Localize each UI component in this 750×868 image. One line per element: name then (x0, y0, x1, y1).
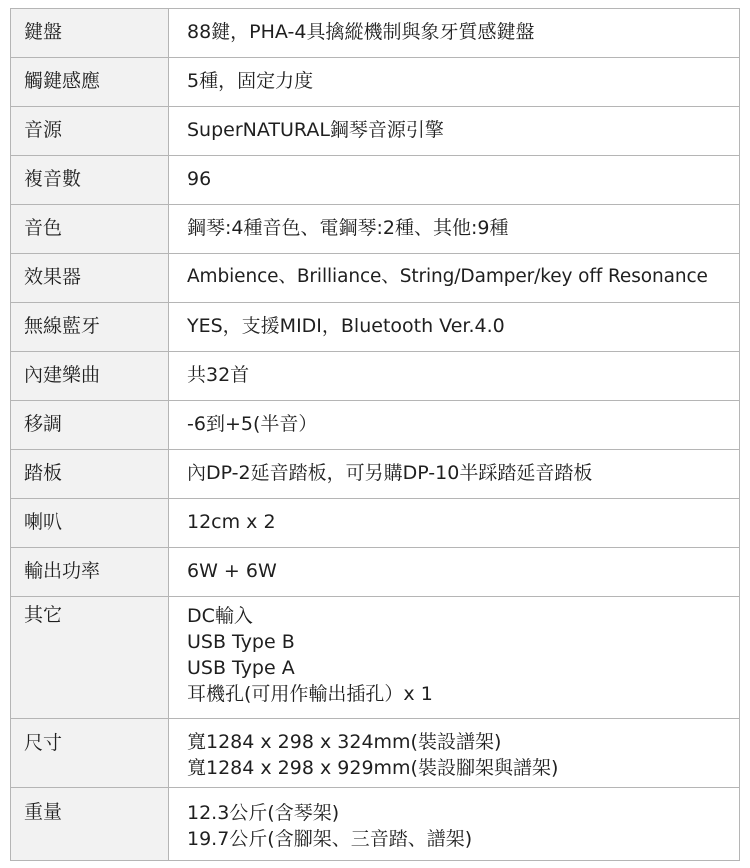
spec-value (169, 597, 740, 719)
spec-value-text: SuperNATURAL鋼琴音源引擎 (187, 119, 444, 141)
spec-key-label: 音源 (24, 119, 63, 141)
spec-key-label: 移調 (24, 413, 63, 435)
spec-value (169, 205, 740, 254)
spec-value (169, 548, 740, 597)
spec-value-text: 內DP-2延音踏板，可另購DP-10半踩踏延音踏板 (187, 462, 593, 484)
spec-value-line: USB Type A (187, 657, 295, 679)
spec-key-label: 重量 (24, 801, 63, 823)
spec-value-text: 88鍵，PHA-4具擒縱機制與象牙質感鍵盤 (187, 21, 535, 43)
spec-value (169, 58, 740, 107)
spec-row-transpose (11, 401, 740, 450)
spec-key-label: 鍵盤 (24, 21, 63, 43)
spec-value-text: Ambience、Brilliance、String/Damper/key off Resonance (187, 266, 708, 287)
spec-key-label: 喇叭 (24, 511, 63, 533)
spec-key (11, 107, 169, 156)
spec-value-line: 19.7公斤(含腳架、三音踏、譜架) (187, 828, 473, 850)
spec-value-text: YES，支援MIDI，Bluetooth Ver.4.0 (187, 315, 505, 337)
spec-row-other (11, 597, 740, 719)
spec-value-text: 鋼琴:4種音色、電鋼琴:2種、其他:9種 (187, 217, 509, 239)
spec-key-label: 無線藍牙 (24, 315, 101, 337)
spec-value (169, 156, 740, 205)
spec-row-polyphony (11, 156, 740, 205)
spec-value (169, 401, 740, 450)
spec-row-songs (11, 352, 740, 401)
spec-value-lines (187, 719, 739, 781)
spec-key (11, 58, 169, 107)
spec-value (169, 719, 740, 788)
spec-value-text: 6W + 6W (187, 560, 277, 582)
spec-key (11, 156, 169, 205)
spec-value-line: 耳機孔(可用作輸出插孔）x 1 (187, 683, 433, 705)
spec-row-weight (11, 788, 740, 861)
spec-key-label: 踏板 (24, 462, 63, 484)
spec-key (11, 352, 169, 401)
spec-value-text: 5種，固定力度 (187, 70, 314, 92)
spec-row-pedal (11, 450, 740, 499)
spec-key (11, 548, 169, 597)
spec-key (11, 450, 169, 499)
spec-value-lines (187, 788, 739, 852)
spec-key (11, 9, 169, 58)
spec-value-line: 寬1284 x 298 x 324mm(裝設譜架) (187, 731, 502, 753)
spec-value (169, 9, 740, 58)
spec-value-line: DC輸入 (187, 605, 253, 627)
spec-value-text: 96 (187, 168, 212, 190)
spec-row-dimensions (11, 719, 740, 788)
spec-row-output-power (11, 548, 740, 597)
spec-key-label: 內建樂曲 (24, 364, 101, 386)
spec-row-speakers (11, 499, 740, 548)
spec-value-line: 12.3公斤(含琴架) (187, 802, 340, 824)
spec-row-effects (11, 254, 740, 303)
spec-row-touch (11, 58, 740, 107)
spec-key (11, 205, 169, 254)
spec-key (11, 303, 169, 352)
spec-value-line: 寬1284 x 298 x 929mm(裝設腳架與譜架) (187, 757, 559, 779)
spec-value-lines (187, 597, 739, 707)
spec-value-text: -6到+5(半音） (187, 413, 318, 435)
spec-row-tones (11, 205, 740, 254)
spec-row-keyboard (11, 9, 740, 58)
spec-key-label: 輸出功率 (24, 560, 101, 582)
spec-value-text: 12cm x 2 (187, 511, 276, 533)
spec-key (11, 401, 169, 450)
spec-value-line: USB Type B (187, 631, 295, 653)
spec-row-sound-source (11, 107, 740, 156)
spec-value (169, 107, 740, 156)
spec-value (169, 450, 740, 499)
spec-key-label: 觸鍵感應 (24, 70, 101, 92)
spec-key-label: 複音數 (24, 168, 82, 190)
spec-key (11, 499, 169, 548)
spec-value (169, 499, 740, 548)
spec-key-label: 音色 (24, 217, 63, 239)
spec-key (11, 597, 169, 719)
spec-key-label: 其它 (24, 604, 63, 626)
spec-key-label: 尺寸 (24, 732, 63, 754)
spec-key-label: 效果器 (24, 266, 82, 288)
spec-value-text: 共32首 (187, 364, 250, 386)
spec-value (169, 254, 740, 303)
spec-value (169, 352, 740, 401)
spec-row-bluetooth (11, 303, 740, 352)
spec-key (11, 254, 169, 303)
spec-value (169, 303, 740, 352)
spec-table (10, 8, 740, 861)
spec-key (11, 788, 169, 861)
spec-key (11, 719, 169, 788)
spec-value (169, 788, 740, 861)
